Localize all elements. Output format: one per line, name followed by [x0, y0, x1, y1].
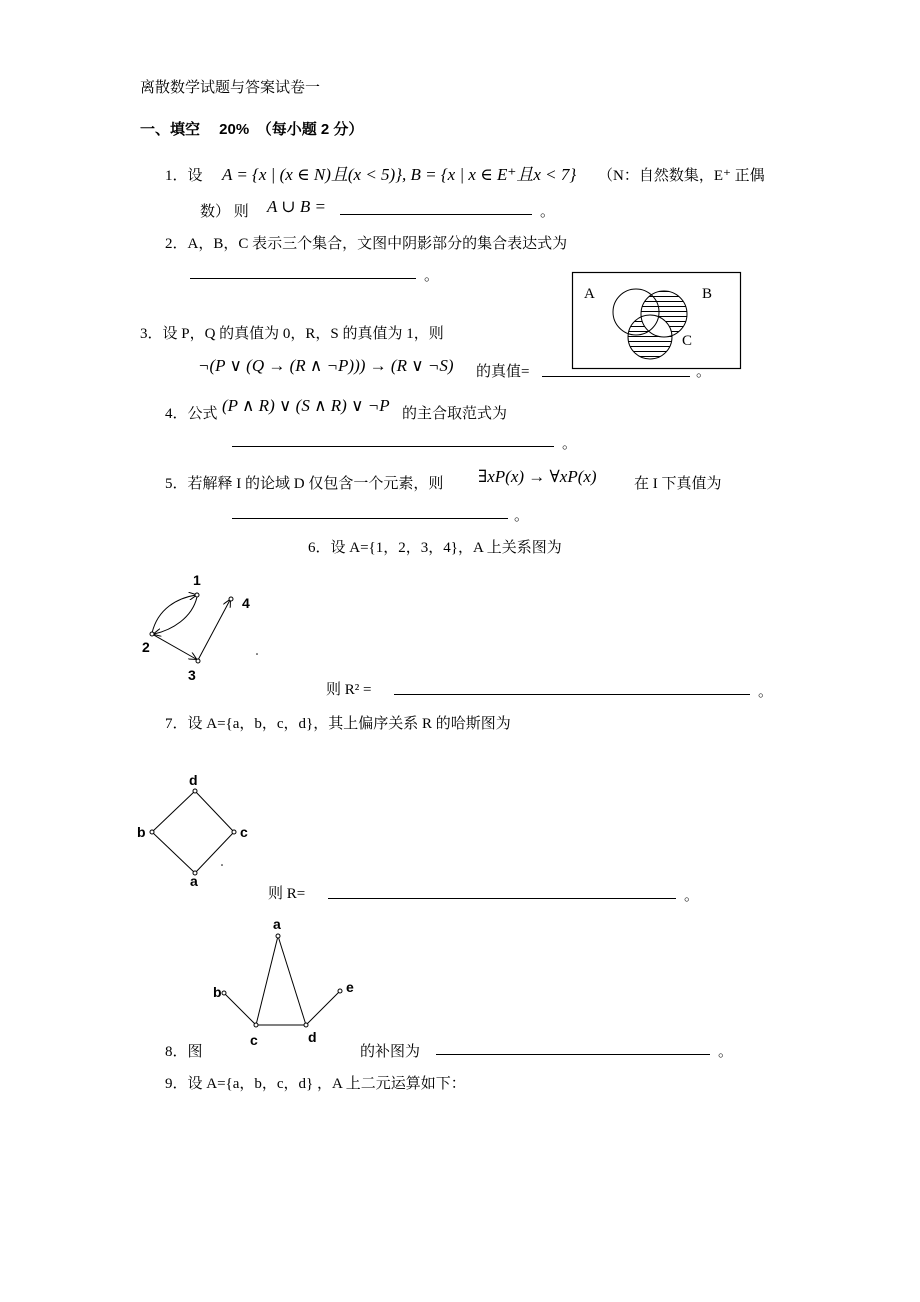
q9-text: 9．设 A={a，b，c，d} ，A 上二元运算如下： [165, 1076, 466, 1092]
q1-expr: A ∪ B = [267, 197, 326, 216]
q4-prefix: 4．公式 [165, 406, 218, 422]
stray-dot [221, 864, 223, 866]
q2-end: 。 [424, 268, 440, 284]
q6-result-prefix: 则 R² = [326, 682, 372, 698]
q8-suffix: 的补图为 [360, 1044, 421, 1060]
edge-b-c [224, 993, 256, 1025]
node-label-d: d [308, 1029, 317, 1045]
q2-answer-blank[interactable] [190, 278, 416, 279]
q5-prefix: 5．若解释 I 的论域 D 仅包含一个元素，则 [165, 476, 444, 492]
node-label-c: c [250, 1032, 258, 1048]
node-a [276, 934, 280, 938]
q7-result-prefix: 则 R= [268, 886, 306, 902]
edge-3-to-4 [198, 600, 230, 660]
node-label-e: e [346, 979, 354, 995]
q8-answer-blank[interactable] [436, 1054, 710, 1055]
q4-end: 。 [562, 436, 578, 452]
doc-title: 离散数学试题与答案试卷一 [140, 80, 321, 96]
q4-formula: (P ∧ R) ∨ (S ∧ R) ∨ ¬P [222, 396, 390, 415]
q7-text: 7．设 A={a，b，c，d}，其上偏序关系 R 的哈斯图为 [165, 716, 511, 732]
node-label-3: 3 [188, 667, 196, 683]
relation-graph [140, 570, 270, 685]
edge-c-d [195, 791, 234, 832]
q3-formula: ¬(P ∨ (Q → (R ∧ ¬P))) → (R ∨ ¬S) [198, 356, 454, 375]
q5-suffix: 在 I 下真值为 [634, 476, 722, 492]
q4-suffix: 的主合取范式为 [402, 406, 508, 422]
node-label-d: d [189, 772, 198, 788]
node-label-1: 1 [193, 572, 201, 588]
q7-answer-blank[interactable] [328, 898, 676, 899]
q7-end: 。 [684, 888, 700, 904]
q1-line2-prefix: 数） 则 [200, 204, 249, 220]
node-label-b: b [137, 824, 146, 840]
q1-end: 。 [540, 204, 556, 220]
edge-b-d [152, 791, 195, 832]
venn-label-b: B [702, 286, 713, 302]
edge-d-e [306, 991, 340, 1025]
edge-a-c [195, 832, 234, 873]
q3-text: 3．设 P，Q 的真值为 0，R，S 的真值为 1，则 [140, 326, 444, 342]
q8-end: 。 [718, 1044, 734, 1060]
node-1 [195, 593, 199, 597]
edge-a-c [256, 936, 278, 1025]
node-e [338, 989, 342, 993]
node-label-4: 4 [242, 595, 250, 611]
q1-answer-blank[interactable] [340, 214, 532, 215]
edge-a-d [278, 936, 306, 1025]
node-2 [150, 632, 154, 636]
graph-q8 [208, 912, 368, 1052]
venn-label-a: A [584, 286, 595, 302]
node-label-a: a [273, 916, 281, 932]
venn-diagram [572, 272, 742, 372]
q4-answer-blank[interactable] [232, 446, 554, 447]
node-label-a: a [190, 873, 198, 889]
q5-end: 。 [514, 508, 530, 524]
q8-prefix: 8．图 [165, 1044, 203, 1060]
node-3 [196, 659, 200, 663]
q3-suffix: 的真值= [476, 364, 530, 380]
node-4 [229, 597, 233, 601]
q1-num: 1．设 [165, 168, 203, 184]
node-c [232, 830, 236, 834]
q5-answer-blank[interactable] [232, 518, 508, 519]
edge-a-b [152, 832, 195, 873]
q6-text: 6．设 A={1，2，3，4}，A 上关系图为 [308, 540, 562, 556]
node-label-b: b [213, 984, 222, 1000]
q1-note: （N：自然数集，E⁺ 正偶 [598, 168, 765, 184]
node-label-2: 2 [142, 639, 150, 655]
node-label-c: c [240, 824, 248, 840]
section-heading: 一、填空 20% （每小题 2 分） [140, 121, 364, 138]
q1-formula: A = {x | (x ∈ N)且(x < 5)}, B = {x | x ∈ E⁺且x < 7} [222, 165, 577, 184]
edge-2-to-3 [152, 634, 196, 659]
stray-dot [256, 653, 258, 655]
q6-end: 。 [758, 684, 774, 700]
node-b [150, 830, 154, 834]
node-d [193, 789, 197, 793]
hasse-diagram [134, 770, 264, 890]
q5-formula: ∃xP(x) → ∀xP(x) [478, 467, 597, 486]
q3-end: 。 [696, 364, 712, 380]
venn-label-c: C [682, 333, 693, 349]
node-c [254, 1023, 258, 1027]
q3-answer-blank[interactable] [542, 376, 690, 377]
q6-answer-blank[interactable] [394, 694, 750, 695]
node-d [304, 1023, 308, 1027]
edge-2-to-1-upper [152, 595, 196, 633]
q2-text: 2．A，B，C 表示三个集合，文图中阴影部分的集合表达式为 [165, 236, 568, 252]
node-b [222, 991, 226, 995]
